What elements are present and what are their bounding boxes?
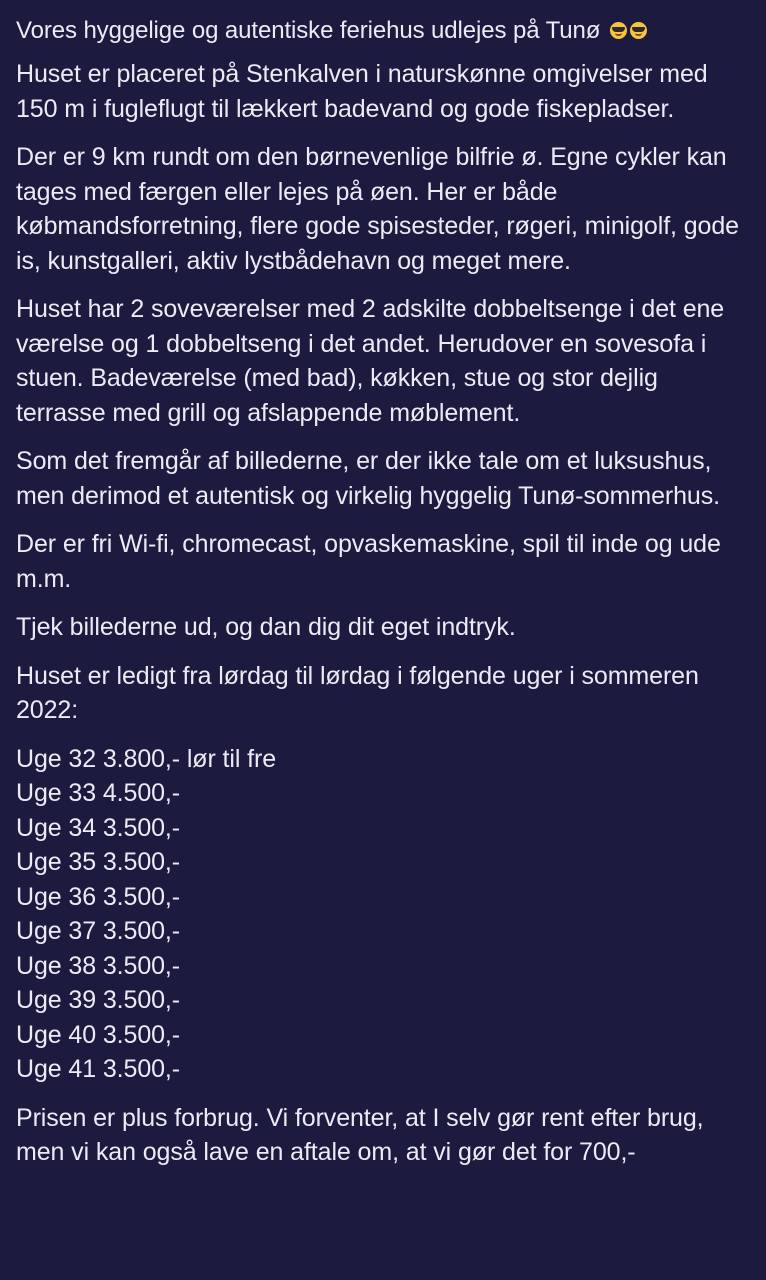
list-item: Uge 33 4.500,- bbox=[16, 779, 180, 807]
week-price-list bbox=[16, 742, 750, 1087]
paragraph-availability: Huset er ledigt fra lørdag til lørdag i følgende uger i sommeren 2022: bbox=[16, 661, 699, 724]
paragraph-rooms: Huset har 2 soveværelser med 2 adskilte dobbeltsenge i det ene værelse og 1 dobbeltseng i det andet. Herudover en sovesofa i stuen. Badeværelse (med bad), køkken, stue og stor dejlig terrasse med grill og afslappende møblement. bbox=[16, 295, 725, 427]
paragraph-authentic: Som det fremgår af billederne, er der ikke tale om et luksushus, men derimod et autentisk og virkelig hyggelig Tunø-sommerhus. bbox=[16, 447, 720, 510]
paragraph-pictures: Tjek billederne ud, og dan dig dit eget indtryk. bbox=[16, 613, 516, 641]
list-item: Uge 34 3.500,- bbox=[16, 813, 180, 842]
post-title bbox=[16, 14, 750, 48]
sunglasses-face-icon bbox=[610, 22, 627, 39]
list-item: Uge 32 3.800,- lør til fre bbox=[16, 744, 277, 773]
list-item: Uge 41 3.500,- bbox=[16, 1055, 180, 1083]
paragraph-location: Huset er placeret på Stenkalven i naturskønne omgivelser med 150 m i fugleflugt til lækkert badevand og gode fiskepladser. bbox=[16, 60, 708, 123]
list-item: Uge 37 3.500,- bbox=[16, 917, 180, 945]
list-item: Uge 39 3.500,- bbox=[16, 986, 180, 1014]
paragraph-closing: Prisen er plus forbrug. Vi forventer, at I selv gør rent efter brug, men vi kan også lave en aftale om, at vi gør det for 700,- bbox=[16, 1103, 704, 1166]
list-item: Uge 38 3.500,- bbox=[16, 951, 180, 980]
list-item: Uge 36 3.500,- bbox=[16, 882, 180, 911]
sunglasses-face-icon bbox=[630, 22, 647, 39]
post-title-text: Vores hyggelige og autentiske feriehus udlejes på Tunø bbox=[16, 17, 601, 44]
paragraph-island: Der er 9 km rundt om den børnevenlige bilfrie ø. Egne cykler kan tages med færgen eller lejes på øen. Her er både købmandsforretning, flere gode spisesteder, røgeri, minigolf, gode is, kunstgalleri, aktiv lystbådehavn og meget mere. bbox=[16, 143, 739, 275]
paragraph-amenities: Der er fri Wi-fi, chromecast, opvaskemaskine, spil til inde og ude m.m. bbox=[16, 530, 721, 593]
list-item: Uge 40 3.500,- bbox=[16, 1020, 180, 1049]
list-item: Uge 35 3.500,- bbox=[16, 848, 180, 876]
